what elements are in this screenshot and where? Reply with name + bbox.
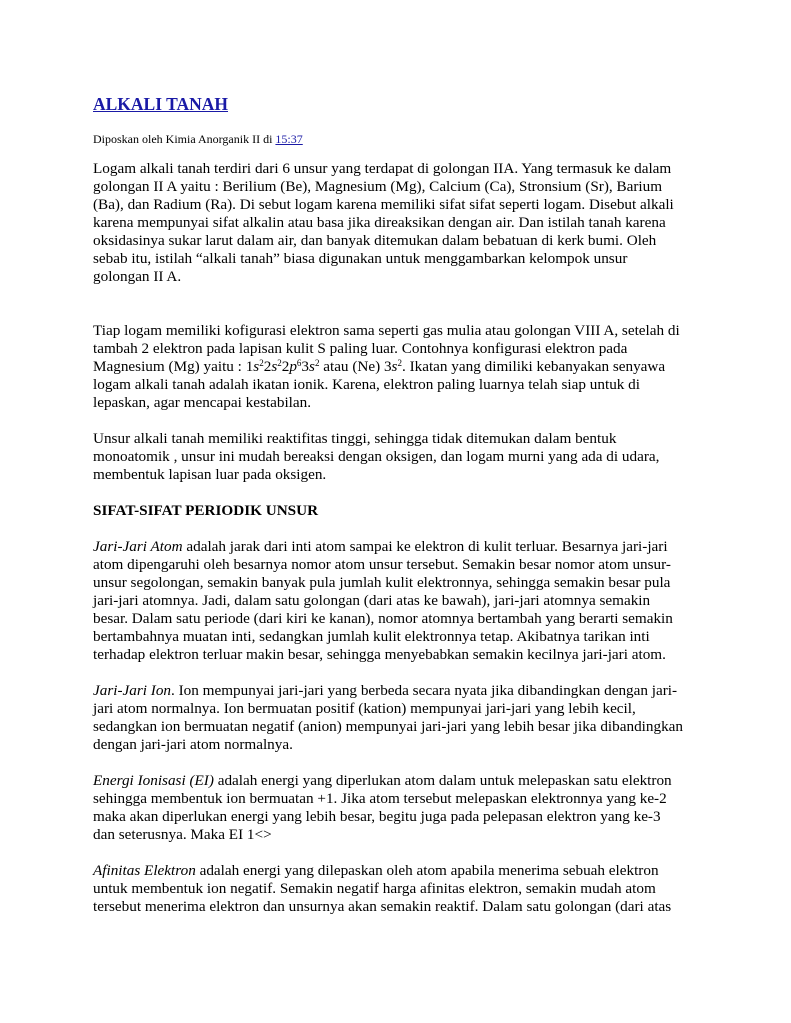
config-exponent: 2 bbox=[314, 358, 320, 368]
section-heading: SIFAT-SIFAT PERIODIK UNSUR bbox=[93, 502, 319, 519]
ionic-radius-text: . Ion mempunyai jari-jari yang berbeda secara nyata jika dibandingkan dengan jari- jari atom normalnya. Ion bermuatan positif (kation) mempunyai jari-jari yang lebih kecil, sedangkan ion bermuatan negatif (anion) mempunyai jari-jari yang lebih besar jika dibandingkan dengan jari-jari atom normalnya. bbox=[93, 682, 684, 753]
post-title-link[interactable]: ALKALI TANAH bbox=[93, 94, 229, 114]
post-time-link[interactable]: 15:37 bbox=[275, 132, 303, 146]
config-coefficient: 3 bbox=[301, 358, 310, 375]
paragraph-intro: Logam alkali tanah terdiri dari 6 unsur yang terdapat di golongan IIA. Yang termasuk ke dalam golongan II A yaitu : Berilium (Be), Magnesium (Mg), Calcium (Ca), Stronsium (Sr), Barium (Ba), dan Radium (Ra). Di sebut logam karena memiliki sifat sifat seperti logam. Disebut alkali karena mempunyai sifat alkalin atau basa jika direaksikan dengan air. Dan istilah tanah karena oksidasinya sukar larut dalam air, dan banyak ditemukan dalam bebatuan di kerk bumi. Oleh sebab itu, istilah “alkali tanah” biasa digunakan untuk menggambarkan kelompok unsur golongan II A. bbox=[93, 160, 674, 285]
term-ionization-energy: Energi Ionisasi (EI) bbox=[93, 772, 214, 789]
term-atomic-radius: Jari-Jari Atom bbox=[93, 538, 183, 555]
configuration-text-start: Tiap logam memiliki kofigurasi elektron sama seperti gas mulia atau golongan VIII A, setelah di tambah 2 elektron pada lapisan kulit S paling luar. Contohnya konfigurasi elektron pada Magnesium (Mg) yaitu : bbox=[93, 322, 680, 375]
paragraph-reactivity: Unsur alkali tanah memiliki reaktifitas tinggi, sehingga tidak ditemukan dalam bentuk monoatomik , unsur ini mudah bereaksi dengan oksigen, dan logam murni yang ada di udara, membentuk lapisan luar pada oksigen. bbox=[93, 430, 660, 483]
config-orbital: s bbox=[309, 358, 315, 375]
paragraph-atomic-radius bbox=[93, 538, 703, 664]
config-coefficient: 2 bbox=[263, 358, 272, 375]
config-orbital: s bbox=[391, 358, 398, 375]
paragraph-configuration bbox=[93, 322, 703, 412]
paragraph-electron-affinity bbox=[93, 862, 703, 916]
config-orbital: p bbox=[289, 358, 297, 375]
paragraph-ionic-radius bbox=[93, 682, 703, 754]
post-meta bbox=[93, 131, 703, 147]
config-exponent: 2 bbox=[277, 358, 282, 368]
configuration-text-end: . Ikatan yang dimiliki kebanyakan senyawa logam alkali tanah adalah ikatan ionik. Karena, elektron paling luarnya telah siap untuk di lepaskan, agar mencapai kestabilan. bbox=[93, 358, 666, 411]
term-electron-affinity: Afinitas Elektron bbox=[93, 862, 196, 879]
config-exponent: 2 bbox=[397, 358, 402, 368]
electron-affinity-text: adalah energi yang dilepaskan oleh atom apabila menerima sebuah elektron untuk membentuk ion negatif. Semakin negatif harga afinitas elektron, semakin mudah atom tersebut menerima elektron dan unsurnya akan semakin reaktif. Dalam satu golongan (dari atas bbox=[93, 862, 672, 915]
config-exponent: 6 bbox=[296, 358, 302, 368]
config-connector: atau (Ne) bbox=[319, 358, 384, 375]
post-author-label: Diposkan oleh Kimia Anorganik II di bbox=[93, 132, 276, 146]
electron-configuration bbox=[246, 358, 402, 375]
term-ionic-radius: Jari-Jari Ion bbox=[93, 682, 172, 699]
config-coefficient: 1 bbox=[245, 358, 254, 375]
config-orbital: s bbox=[271, 358, 278, 375]
config-orbital: s bbox=[253, 358, 260, 375]
config-coefficient: 2 bbox=[281, 358, 290, 375]
atomic-radius-text: adalah jarak dari inti atom sampai ke elektron di kulit terluar. Besarnya jari-jari atom dipengaruhi oleh besarnya nomor atom unsur tersebut. Semakin besar nomor atom unsur- unsur segolongan, semakin banyak pula jumlah kulit elektronnya, sehingga semakin besar pula jari-jari atomnya. Jadi, dalam satu golongan (dari atas ke bawah), jari-jari atomnya semakin besar. Dalam satu periode (dari kiri ke kanan), nomor atomnya bertambah yang berarti semakin bertambahnya muatan inti, sedangkan jumlah kulit elektronnya tetap. Akibatnya tarikan inti terhadap elektron terluar makin besar, sehingga menyebabkan semakin kecilnya jari-jari atom. bbox=[93, 538, 673, 663]
post-title bbox=[93, 93, 703, 115]
paragraph-ionization-energy bbox=[93, 772, 703, 844]
config-exponent: 2 bbox=[259, 358, 264, 368]
config-coefficient: 3 bbox=[383, 358, 392, 375]
blog-post bbox=[93, 93, 703, 916]
ionization-energy-text: adalah energi yang diperlukan atom dalam untuk melepaskan satu elektron sehingga membentuk ion bermuatan +1. Jika atom tersebut melepaskan elektronnya yang ke-2 maka akan diperlukan energi yang lebih besar, begitu juga pada pelepasan elektron yang ke-3 dan seterusnya. Maka EI 1<> bbox=[93, 772, 672, 843]
